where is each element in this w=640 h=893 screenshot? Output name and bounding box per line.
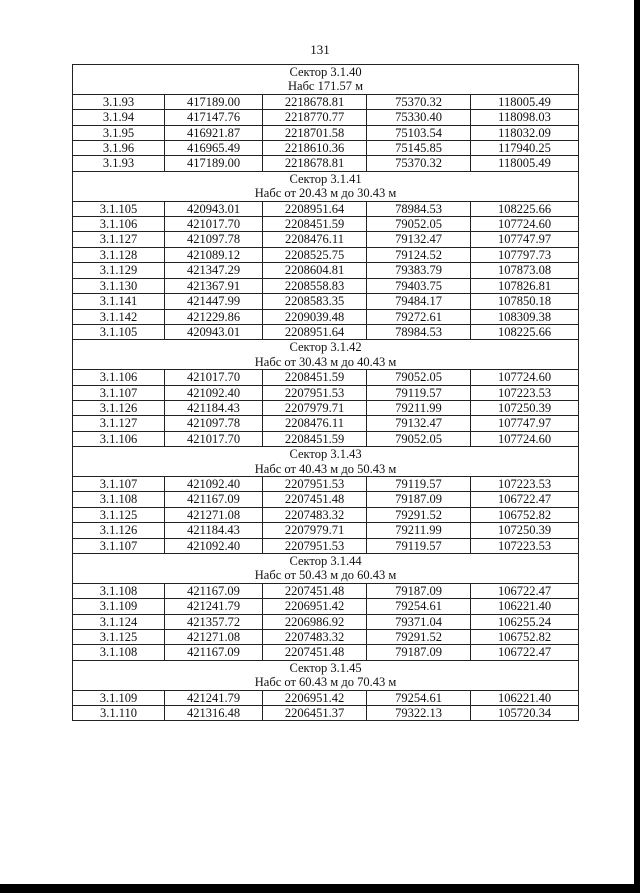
- table-row: [73, 309, 579, 324]
- local-y-cell: 118005.49: [471, 94, 579, 109]
- coord-x-cell: 421167.09: [165, 492, 263, 507]
- local-y-cell: 107826.81: [471, 278, 579, 293]
- local-x-cell: 79119.57: [367, 385, 471, 400]
- coord-x-cell: 421097.78: [165, 416, 263, 431]
- point-id-cell: 3.1.125: [73, 630, 165, 645]
- local-x-cell: 79211.99: [367, 400, 471, 415]
- local-x-cell: 79383.79: [367, 263, 471, 278]
- sector-elevation: Набс от 40.43 м до 50.43 м: [73, 462, 579, 477]
- local-y-cell: 108309.38: [471, 309, 579, 324]
- local-x-cell: 79119.57: [367, 538, 471, 553]
- coord-x-cell: 421447.99: [165, 294, 263, 309]
- table-row: [73, 400, 579, 415]
- coord-x-cell: 421316.48: [165, 706, 263, 721]
- sector-subtitle-row: [73, 355, 579, 370]
- table-row: [73, 599, 579, 614]
- coord-y-cell: 2207483.32: [263, 507, 367, 522]
- sector-title: Сектор 3.1.40: [73, 65, 579, 80]
- coord-y-cell: 2207483.32: [263, 630, 367, 645]
- point-id-cell: 3.1.106: [73, 431, 165, 446]
- local-x-cell: 79187.09: [367, 492, 471, 507]
- coord-x-cell: 417189.00: [165, 94, 263, 109]
- local-x-cell: 79291.52: [367, 630, 471, 645]
- sector-header-row: [73, 660, 579, 675]
- local-y-cell: 107223.53: [471, 538, 579, 553]
- coord-x-cell: 420943.01: [165, 201, 263, 216]
- local-y-cell: 106221.40: [471, 690, 579, 705]
- table-row: [73, 247, 579, 262]
- local-y-cell: 106255.24: [471, 614, 579, 629]
- coord-y-cell: 2208476.11: [263, 416, 367, 431]
- point-id-cell: 3.1.108: [73, 583, 165, 598]
- coord-x-cell: 421092.40: [165, 476, 263, 491]
- local-y-cell: 106221.40: [471, 599, 579, 614]
- point-id-cell: 3.1.106: [73, 217, 165, 232]
- point-id-cell: 3.1.107: [73, 476, 165, 491]
- sector-elevation: Набс от 50.43 м до 60.43 м: [73, 568, 579, 583]
- coord-x-cell: 416965.49: [165, 141, 263, 156]
- point-id-cell: 3.1.129: [73, 263, 165, 278]
- coord-x-cell: 421017.70: [165, 370, 263, 385]
- local-x-cell: 79052.05: [367, 217, 471, 232]
- point-id-cell: 3.1.95: [73, 125, 165, 140]
- coord-y-cell: 2208451.59: [263, 431, 367, 446]
- coord-x-cell: 421367.91: [165, 278, 263, 293]
- point-id-cell: 3.1.127: [73, 416, 165, 431]
- point-id-cell: 3.1.126: [73, 400, 165, 415]
- sector-title: Сектор 3.1.42: [73, 340, 579, 355]
- local-x-cell: 79187.09: [367, 583, 471, 598]
- point-id-cell: 3.1.105: [73, 201, 165, 216]
- table-row: [73, 125, 579, 140]
- local-y-cell: 107250.39: [471, 523, 579, 538]
- local-x-cell: 78984.53: [367, 201, 471, 216]
- point-id-cell: 3.1.108: [73, 645, 165, 660]
- point-id-cell: 3.1.124: [73, 614, 165, 629]
- coord-y-cell: 2207451.48: [263, 492, 367, 507]
- table-row: [73, 110, 579, 125]
- coord-y-cell: 2208583.35: [263, 294, 367, 309]
- local-x-cell: 79291.52: [367, 507, 471, 522]
- sector-header-row: [73, 340, 579, 355]
- local-y-cell: 118005.49: [471, 156, 579, 171]
- coord-x-cell: 421347.29: [165, 263, 263, 278]
- coord-x-cell: 421017.70: [165, 217, 263, 232]
- coord-y-cell: 2218678.81: [263, 156, 367, 171]
- table-row: [73, 294, 579, 309]
- local-y-cell: 107724.60: [471, 431, 579, 446]
- local-x-cell: 79403.75: [367, 278, 471, 293]
- point-id-cell: 3.1.105: [73, 324, 165, 339]
- local-x-cell: 75103.54: [367, 125, 471, 140]
- coord-y-cell: 2208525.75: [263, 247, 367, 262]
- sector-header-row: [73, 171, 579, 186]
- coord-x-cell: 417189.00: [165, 156, 263, 171]
- local-x-cell: 79052.05: [367, 431, 471, 446]
- local-x-cell: 75145.85: [367, 141, 471, 156]
- coord-y-cell: 2206951.42: [263, 599, 367, 614]
- sector-header-row: [73, 65, 579, 80]
- coord-x-cell: 421271.08: [165, 630, 263, 645]
- table-row: [73, 201, 579, 216]
- coord-y-cell: 2207951.53: [263, 476, 367, 491]
- table-row: [73, 278, 579, 293]
- sector-subtitle-row: [73, 568, 579, 583]
- local-x-cell: 79484.17: [367, 294, 471, 309]
- coord-x-cell: 421229.86: [165, 309, 263, 324]
- coord-y-cell: 2218610.36: [263, 141, 367, 156]
- table-row: [73, 141, 579, 156]
- local-y-cell: 108225.66: [471, 201, 579, 216]
- table-row: [73, 645, 579, 660]
- local-y-cell: 107250.39: [471, 400, 579, 415]
- local-x-cell: 79254.61: [367, 599, 471, 614]
- local-x-cell: 79211.99: [367, 523, 471, 538]
- table-row: [73, 476, 579, 491]
- local-x-cell: 79052.05: [367, 370, 471, 385]
- point-id-cell: 3.1.94: [73, 110, 165, 125]
- table-row: [73, 706, 579, 721]
- sector-elevation: Набс от 60.43 м до 70.43 м: [73, 675, 579, 690]
- coord-y-cell: 2208951.64: [263, 324, 367, 339]
- local-y-cell: 107747.97: [471, 232, 579, 247]
- local-y-cell: 106752.82: [471, 507, 579, 522]
- local-y-cell: 107797.73: [471, 247, 579, 262]
- coord-y-cell: 2208558.83: [263, 278, 367, 293]
- table-row: [73, 614, 579, 629]
- table-row: [73, 416, 579, 431]
- coord-y-cell: 2207451.48: [263, 645, 367, 660]
- sector-elevation: Набс от 30.43 м до 40.43 м: [73, 355, 579, 370]
- scan-edge-bottom: [0, 884, 640, 893]
- coord-x-cell: 421097.78: [165, 232, 263, 247]
- table-row: [73, 538, 579, 553]
- local-x-cell: 79254.61: [367, 690, 471, 705]
- local-y-cell: 107724.60: [471, 217, 579, 232]
- coord-x-cell: 416921.87: [165, 125, 263, 140]
- local-y-cell: 107223.53: [471, 385, 579, 400]
- table-row: [73, 431, 579, 446]
- local-y-cell: 107724.60: [471, 370, 579, 385]
- coord-y-cell: 2207451.48: [263, 583, 367, 598]
- coord-x-cell: 421092.40: [165, 385, 263, 400]
- coord-x-cell: 421241.79: [165, 599, 263, 614]
- point-id-cell: 3.1.141: [73, 294, 165, 309]
- coord-y-cell: 2208476.11: [263, 232, 367, 247]
- sector-title: Сектор 3.1.41: [73, 171, 579, 186]
- scan-edge-right: [634, 0, 640, 893]
- sector-header-row: [73, 554, 579, 569]
- local-x-cell: 79322.13: [367, 706, 471, 721]
- local-x-cell: 75370.32: [367, 156, 471, 171]
- coord-x-cell: 421017.70: [165, 431, 263, 446]
- table-row: [73, 217, 579, 232]
- coord-x-cell: 420943.01: [165, 324, 263, 339]
- coord-y-cell: 2206951.42: [263, 690, 367, 705]
- table-row: [73, 583, 579, 598]
- table-row: [73, 385, 579, 400]
- local-x-cell: 79124.52: [367, 247, 471, 262]
- point-id-cell: 3.1.108: [73, 492, 165, 507]
- point-id-cell: 3.1.127: [73, 232, 165, 247]
- point-id-cell: 3.1.107: [73, 385, 165, 400]
- coord-x-cell: 421357.72: [165, 614, 263, 629]
- local-y-cell: 105720.34: [471, 706, 579, 721]
- local-x-cell: 75330.40: [367, 110, 471, 125]
- coord-x-cell: 421184.43: [165, 400, 263, 415]
- sector-header-row: [73, 447, 579, 462]
- coord-x-cell: 421089.12: [165, 247, 263, 262]
- point-id-cell: 3.1.125: [73, 507, 165, 522]
- table-row: [73, 507, 579, 522]
- coord-y-cell: 2208951.64: [263, 201, 367, 216]
- local-y-cell: 107873.08: [471, 263, 579, 278]
- coord-y-cell: 2206986.92: [263, 614, 367, 629]
- point-id-cell: 3.1.110: [73, 706, 165, 721]
- local-y-cell: 106722.47: [471, 645, 579, 660]
- sector-subtitle-row: [73, 462, 579, 477]
- local-y-cell: 107850.18: [471, 294, 579, 309]
- local-y-cell: 108225.66: [471, 324, 579, 339]
- coord-x-cell: 421184.43: [165, 523, 263, 538]
- point-id-cell: 3.1.109: [73, 599, 165, 614]
- sector-title: Сектор 3.1.43: [73, 447, 579, 462]
- table-row: [73, 263, 579, 278]
- coord-x-cell: 421167.09: [165, 645, 263, 660]
- point-id-cell: 3.1.93: [73, 94, 165, 109]
- local-y-cell: 118098.03: [471, 110, 579, 125]
- local-y-cell: 118032.09: [471, 125, 579, 140]
- table-row: [73, 156, 579, 171]
- table-row: [73, 324, 579, 339]
- table-row: [73, 94, 579, 109]
- table-row: [73, 370, 579, 385]
- table-row: [73, 690, 579, 705]
- page-number: 131: [310, 42, 330, 57]
- point-id-cell: 3.1.142: [73, 309, 165, 324]
- coord-x-cell: 421092.40: [165, 538, 263, 553]
- coordinates-table: [72, 64, 579, 721]
- local-y-cell: 106722.47: [471, 492, 579, 507]
- sector-elevation: Набс 171.57 м: [73, 79, 579, 94]
- coord-y-cell: 2207951.53: [263, 385, 367, 400]
- sector-title: Сектор 3.1.44: [73, 554, 579, 569]
- sector-subtitle-row: [73, 186, 579, 201]
- local-y-cell: 107223.53: [471, 476, 579, 491]
- local-x-cell: 79187.09: [367, 645, 471, 660]
- table-row: [73, 232, 579, 247]
- point-id-cell: 3.1.130: [73, 278, 165, 293]
- sector-subtitle-row: [73, 675, 579, 690]
- point-id-cell: 3.1.126: [73, 523, 165, 538]
- coord-y-cell: 2209039.48: [263, 309, 367, 324]
- coord-y-cell: 2218770.77: [263, 110, 367, 125]
- local-x-cell: 78984.53: [367, 324, 471, 339]
- point-id-cell: 3.1.96: [73, 141, 165, 156]
- coordinates-table-body: [73, 65, 579, 721]
- local-x-cell: 79371.04: [367, 614, 471, 629]
- point-id-cell: 3.1.106: [73, 370, 165, 385]
- local-y-cell: 117940.25: [471, 141, 579, 156]
- coord-y-cell: 2207951.53: [263, 538, 367, 553]
- local-y-cell: 107747.97: [471, 416, 579, 431]
- table-row: [73, 630, 579, 645]
- table-row: [73, 492, 579, 507]
- coord-y-cell: 2218678.81: [263, 94, 367, 109]
- local-x-cell: 79119.57: [367, 476, 471, 491]
- local-y-cell: 106722.47: [471, 583, 579, 598]
- local-x-cell: 75370.32: [367, 94, 471, 109]
- point-id-cell: 3.1.128: [73, 247, 165, 262]
- coord-y-cell: 2208604.81: [263, 263, 367, 278]
- local-x-cell: 79132.47: [367, 232, 471, 247]
- sector-title: Сектор 3.1.45: [73, 660, 579, 675]
- coord-x-cell: 417147.76: [165, 110, 263, 125]
- sector-elevation: Набс от 20.43 м до 30.43 м: [73, 186, 579, 201]
- point-id-cell: 3.1.109: [73, 690, 165, 705]
- coord-y-cell: 2218701.58: [263, 125, 367, 140]
- point-id-cell: 3.1.93: [73, 156, 165, 171]
- sector-subtitle-row: [73, 79, 579, 94]
- coord-y-cell: 2208451.59: [263, 217, 367, 232]
- table-row: [73, 523, 579, 538]
- coord-x-cell: 421167.09: [165, 583, 263, 598]
- local-y-cell: 106752.82: [471, 630, 579, 645]
- coord-y-cell: 2207979.71: [263, 523, 367, 538]
- coord-x-cell: 421271.08: [165, 507, 263, 522]
- coord-x-cell: 421241.79: [165, 690, 263, 705]
- local-x-cell: 79272.61: [367, 309, 471, 324]
- coord-y-cell: 2207979.71: [263, 400, 367, 415]
- coord-y-cell: 2208451.59: [263, 370, 367, 385]
- point-id-cell: 3.1.107: [73, 538, 165, 553]
- coord-y-cell: 2206451.37: [263, 706, 367, 721]
- local-x-cell: 79132.47: [367, 416, 471, 431]
